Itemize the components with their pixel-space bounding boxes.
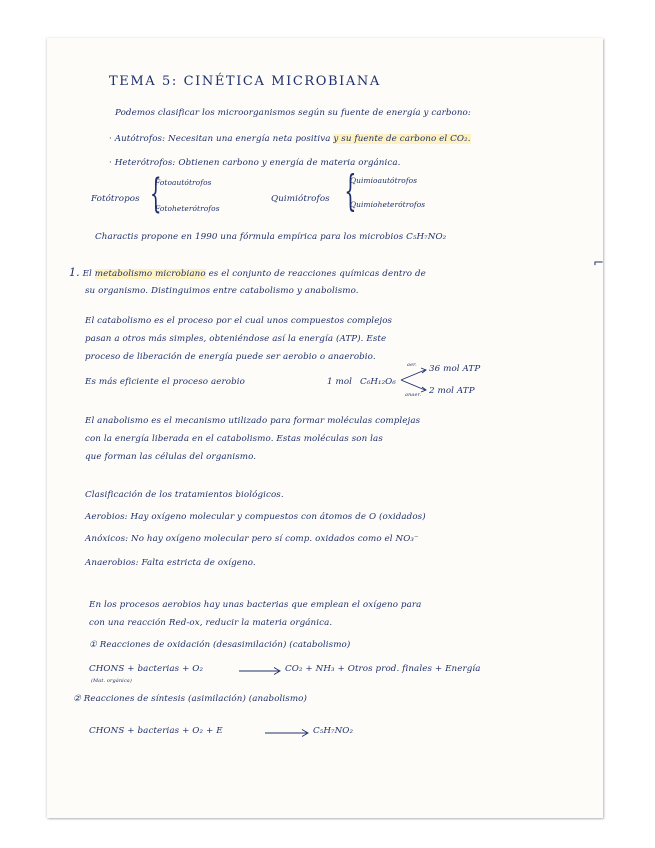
quimioautotrofos-item: Quimioautótrofos <box>350 176 418 185</box>
metabolism-line-2: su organismo. Distinguimos entre catabolismo y anabolismo. <box>85 286 359 296</box>
anabolism-line-1: El anabolismo es el mecanismo utilizado para formar moléculas complejas <box>85 416 421 426</box>
fototrofos-label: Fotótropos <box>91 194 140 204</box>
intro-line: Podemos clasificar los microorganismos según su fuente de energía y carbono: <box>115 108 471 118</box>
brace-fototrofos: { <box>149 171 162 217</box>
catabolism-line-1: El catabolismo es el proceso por el cual unos compuestos complejos <box>85 316 393 326</box>
margin-mark: ⌐ <box>593 256 604 271</box>
metabolism-text-before: El <box>82 269 92 279</box>
reaction-1-title: ① Reacciones de oxidación (desasimilación) (catabolismo) <box>89 640 351 650</box>
metabolism-line-1 <box>69 266 426 279</box>
heterotrofos-line <box>109 158 400 168</box>
notebook-page <box>47 38 603 818</box>
equation-1-arrow <box>239 666 283 676</box>
brace-quimiotrofos: { <box>344 166 357 215</box>
catabolism-line-4: Es más eficiente el proceso aerobio <box>85 377 245 387</box>
equation-1-left: CHONS + bacterias + O₂ <box>89 664 204 674</box>
aerobic-branch-label: aer. <box>407 362 417 368</box>
catabolism-line-3: proceso de liberación de energía puede ser aerobio o anaerobio. <box>85 352 376 362</box>
treatments-anoxicos: Anóxicos: No hay oxígeno molecular pero sí comp. oxidados como el NO₃⁻ <box>85 534 419 544</box>
equation-2-arrow <box>265 728 311 738</box>
metabolism-highlight: metabolismo microbiano <box>94 269 206 279</box>
reaction-2-title: ② Reacciones de síntesis (asimilación) (anabolismo) <box>73 694 307 704</box>
autotrofos-line <box>109 134 471 144</box>
aerobic-process-line-1: En los procesos aerobios hay unas bacterias que emplean el oxígeno para <box>89 600 422 610</box>
autotrofos-label: · Autótrofos: <box>109 134 166 144</box>
fotoautotrofos-item: Fotoautótrofos <box>155 178 212 187</box>
fotoheterotrofos-item: Fotoheterótrofos <box>155 204 220 213</box>
equation-1-note: (Mat. orgánica) <box>91 678 132 684</box>
anabolism-line-3: que forman las células del organismo. <box>85 452 257 462</box>
anabolism-line-2: con la energía liberada en el catabolismo. Estas moléculas son las <box>85 434 383 444</box>
branch-arrows <box>401 364 431 394</box>
metabolism-text-after: es el conjunto de reacciones químicas dentro de <box>208 269 426 279</box>
mccarty-line: Charactis propone en 1990 una fórmula empírica para los microbios C₅H₇NO₂ <box>95 232 447 242</box>
treatments-aerobios: Aerobios: Hay oxígeno molecular y compuestos con átomos de O (oxidados) <box>85 512 426 522</box>
quimiotrofos-label: Quimiótrofos <box>271 194 330 204</box>
treatments-heading: Clasificación de los tratamientos biológicos. <box>85 490 284 500</box>
equation-1-right: CO₂ + NH₃ + Otros prod. finales + Energía <box>285 664 481 674</box>
heterotrofos-label: · Heterótrofos: <box>109 158 176 168</box>
mol-amount: 1 mol <box>327 377 353 387</box>
catabolism-line-2: pasan a otros más simples, obteniéndose así la energía (ATP). Este <box>85 334 387 344</box>
anaerobic-atp-result: 2 mol ATP <box>429 386 475 396</box>
page-title: TEMA 5: CINÉTICA MICROBIANA <box>109 74 381 89</box>
autotrofos-text: Necesitan una energía neta positiva <box>168 134 331 144</box>
equation-2-right: C₅H₇NO₂ <box>313 726 354 736</box>
equation-2-left: CHONS + bacterias + O₂ + E <box>89 726 223 736</box>
aerobic-atp-result: 36 mol ATP <box>429 364 481 374</box>
section-number: 1. <box>69 266 80 279</box>
aerobic-process-line-2: con una reacción Red-ox, reducir la materia orgánica. <box>89 618 333 628</box>
heterotrofos-text: Obtienen carbono y energía de materia orgánica. <box>178 158 401 168</box>
quimioheterotrofos-item: Quimioheterótrofos <box>350 200 426 209</box>
glucose-formula: C₆H₁₂O₆ <box>360 377 396 387</box>
anaerobic-branch-label: anaer. <box>405 392 422 398</box>
autotrofos-highlight: y su fuente de carbono el CO₂. <box>333 134 471 144</box>
treatments-anaerobios: Anaerobios: Falta estricta de oxígeno. <box>85 558 256 568</box>
